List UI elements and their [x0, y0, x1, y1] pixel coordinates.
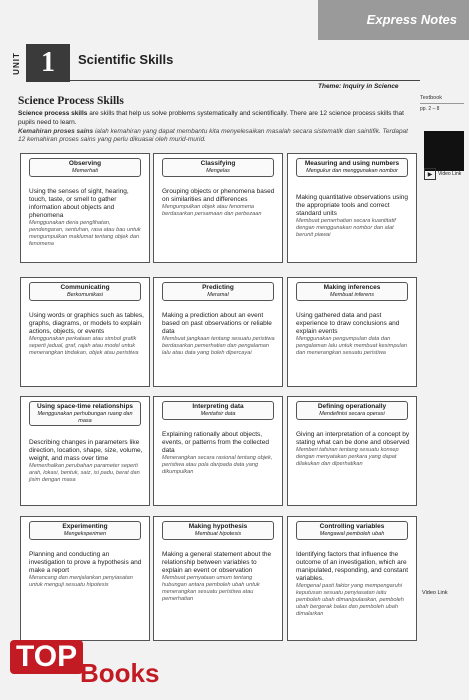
skill-description: [29, 551, 144, 589]
skill-description-en: Using the senses of sight, hearing, touch, taste, or smell to gather information about objects and phenomena: [29, 188, 129, 219]
skill-description-en: Giving an interpretation of a concept by stating what can be done and observed: [296, 431, 410, 446]
skill-title: [296, 282, 408, 301]
skill-card: [287, 516, 417, 641]
skill-title-my: Membuat hipotesis: [194, 531, 242, 537]
skill-description-en: Describing changes in parameters like direction, location, shape, size, volume, weight, and mass over time: [29, 439, 143, 462]
skill-description-en: Planning and conducting an investigation to prove a hypothesis and make a report: [29, 551, 142, 574]
skill-title-my: Berkomunikasi: [66, 292, 104, 298]
skill-card: [20, 277, 150, 387]
skill-title: [29, 282, 141, 301]
skill-title-en: Making inferences: [323, 284, 381, 291]
skill-title-en: Using space-time relationships: [36, 403, 134, 410]
skill-description: [296, 551, 411, 618]
skill-title-en: Observing: [68, 160, 102, 167]
skill-card: [153, 153, 283, 263]
skill-description-en: Explaining rationally about objects, events, or patterns from the collected data: [162, 431, 269, 454]
skill-title: [162, 401, 274, 420]
express-notes-banner: [318, 0, 469, 40]
skill-description-my: Mengumpulkan objek atau fenomena berdasarkan persamaan dan perbezaan: [162, 204, 262, 217]
play-icon: ▶: [424, 168, 436, 180]
skill-description-en: Grouping objects or phenomena based on similarities and differences: [162, 188, 275, 203]
intro-term-my: Kemahiran proses sains: [18, 127, 94, 135]
skill-description-my: Memberi tafsiran tentang sesuatu konsep dengan menyatakan perkara yang dapat dilakukan dan diperhatikan: [296, 447, 399, 467]
skill-description: [29, 188, 144, 248]
skill-description: [296, 312, 411, 357]
skill-title-my: Memerhati: [72, 168, 98, 174]
skill-description-my: Membuat jangkaan tentang sesuatu peristiwa berdasarkan pemerhatian dan pengalaman lalu atau data yang boleh dipercayai: [162, 336, 275, 356]
skill-title-my: Menggunakan perhubungan ruang dan masa: [37, 411, 133, 424]
skill-description: [162, 188, 277, 218]
skill-title: [296, 158, 408, 177]
skill-title-my: Meramal: [207, 292, 229, 298]
skill-title-en: Communicating: [60, 284, 110, 291]
skill-description-en: Using words or graphics such as tables, graphs, diagrams, or models to explain actions, objects, or events: [29, 312, 144, 335]
qr-code[interactable]: [424, 131, 464, 171]
skill-description-my: Menggunakan perkataan atau simbol grafik seperti jadual, graf, rajah atau model untuk menerangkan tindakan, objek atau peristiwa: [29, 336, 139, 356]
skill-title-en: Measuring and using numbers: [304, 160, 400, 167]
intro-text-my: ialah kemahiran yang dapat membantu kita menyelesaikan masalah secara sistematik dan saintifik. Terdapat 12 kemahiran proses sains yang perlu dikuasai oleh murid-murid.: [18, 127, 408, 144]
skill-title-en: Predicting: [202, 284, 234, 291]
skill-description: [162, 431, 277, 476]
intro-text: are skills that help us solve problems systematically and scientifically. There are 12 science process skills that pupils need to learn.: [18, 110, 404, 126]
logo-books: Books: [80, 658, 160, 688]
skill-description-my: Menerangkan secara rasional tentang objek, peristiwa atau pola daripada data yang dikumpulkan: [162, 455, 273, 475]
skill-card: [20, 153, 150, 263]
skill-title-en: Making hypothesis: [188, 523, 248, 530]
skill-description-en: Making a prediction about an event based on past observations or reliable data: [162, 312, 272, 335]
skill-description-en: Using gathered data and past experience to draw conclusions and explain events: [296, 312, 400, 335]
skill-card: [287, 153, 417, 263]
section-intro: [18, 110, 414, 145]
skill-description-en: Making a general statement about the relationship between variables to explain an event or observation: [162, 551, 272, 574]
skill-title-my: Mengeksperimen: [63, 531, 107, 537]
skill-description-my: Mengenal pasti faktor yang mempengaruhi keputusan sesuatu penyiasatan iaitu pemboleh ubah dimanipulasikan, pemboleh ubah bergerak balas dan pemboleh ubah dimalarkan: [296, 583, 404, 617]
skill-description: [296, 431, 411, 468]
skill-card: [153, 516, 283, 641]
video-link-label: Video Link: [438, 170, 462, 177]
video-link-button[interactable]: [424, 167, 464, 181]
intro-term: Science process skills: [18, 110, 88, 117]
skill-title: [162, 158, 274, 177]
skill-card: [287, 396, 417, 506]
skill-title-my: Mengawal pemboleh ubah: [319, 531, 385, 537]
skill-title-my: Membuat inferens: [329, 292, 375, 298]
skill-card: [20, 396, 150, 506]
skill-title: [162, 521, 274, 540]
section-title: Science Process Skills: [18, 95, 124, 107]
skill-description: [296, 194, 411, 239]
skill-title-en: Classifying: [200, 160, 236, 167]
textbook-label: Textbook: [420, 95, 443, 101]
skill-description-en: Identifying factors that influence the outcome of an investigation, which are manipulated, responding, and constant variables.: [296, 551, 409, 582]
logo-top: TOP: [10, 640, 83, 674]
skill-card: [287, 277, 417, 387]
textbook-reference: [420, 95, 464, 112]
topbooks-logo: [10, 640, 160, 696]
skill-description: [162, 551, 277, 603]
skill-title: [162, 282, 274, 301]
skill-card: [20, 516, 150, 641]
skill-title-en: Controlling variables: [319, 523, 385, 530]
unit-header: [8, 44, 338, 82]
skill-description-my: Menggunakan pengumpulan data dan pengalaman lalu untuk membuat kesimpulan dan menerangkan sesuatu peristiwa: [296, 336, 408, 356]
skill-title-my: Mentafsir data: [200, 411, 236, 417]
divider: [420, 103, 464, 104]
skill-title: [29, 401, 141, 426]
skill-title-my: Mengukur dan menggunakan nombor: [306, 168, 398, 174]
express-notes-title: Express Notes: [366, 12, 457, 27]
skill-title-my: Mendefinisi secara operasi: [319, 411, 385, 417]
skill-description: [29, 439, 144, 484]
skill-title: [296, 521, 408, 540]
unit-title: Scientific Skills: [78, 52, 174, 67]
skill-description-en: Making quantitative observations using the appropriate tools and correct standard units: [296, 194, 409, 217]
skill-title-en: Experimenting: [62, 523, 108, 530]
video-link-bottom[interactable]: Video Link: [422, 590, 448, 596]
skill-title-en: Defining operationally: [317, 403, 387, 410]
skill-card: [153, 277, 283, 387]
skill-description-my: Menggunakan deria penglihatan, pendengaran, sentuhan, rasa atau bau untuk mengumpulkan maklumat tentang objek dan fenomena: [29, 220, 141, 247]
skill-title-en: Interpreting data: [192, 403, 244, 410]
skill-title: [296, 401, 408, 420]
theme-label: Theme: Inquiry in Science: [318, 83, 399, 90]
skill-title: [29, 521, 141, 540]
unit-number: 1: [26, 44, 70, 82]
textbook-pages: pp. 2 – 8: [420, 106, 440, 112]
divider: [70, 80, 420, 81]
skill-card: [153, 396, 283, 506]
unit-label: UNIT: [11, 51, 21, 75]
skill-title-my: Mengelas: [206, 168, 230, 174]
skill-description-my: Membuat pernyataan umum tentang hubungan antara pemboleh ubah untuk menerangkan sesuatu peristiwa atau pemerhatian: [162, 575, 260, 602]
skill-title: [29, 158, 141, 177]
skill-description-my: Merancang dan menjalankan penyiasatan untuk menguji sesuatu hipotesis: [29, 575, 133, 588]
skill-description: [162, 312, 277, 357]
skill-description-my: Membuat pemerhatian secara kuantitatif dengan menggunakan nombor dan alat berunit piawai: [296, 218, 396, 238]
skill-description: [29, 312, 144, 357]
skill-description-my: Memerihalkan perubahan parameter seperti arah, lokasi, bentuk, saiz, isi padu, berat dan jisim dengan masa: [29, 463, 140, 483]
